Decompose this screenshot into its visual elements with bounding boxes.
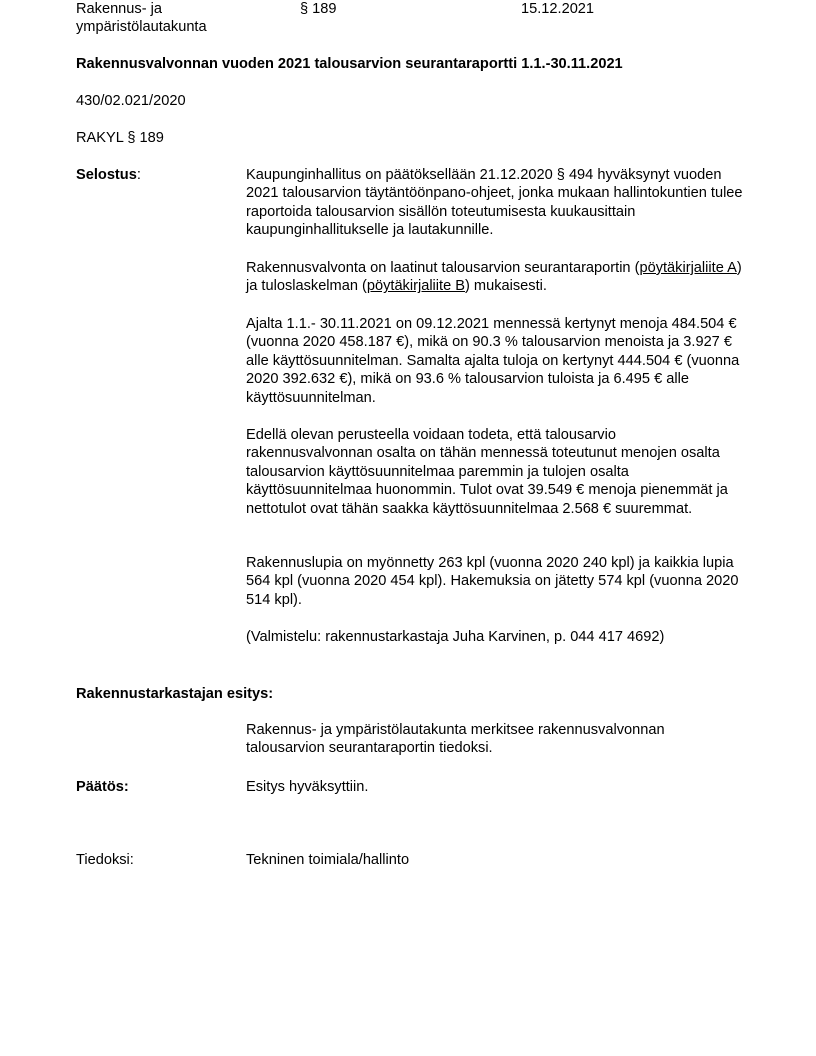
selostus-paragraph-4 bbox=[246, 426, 746, 518]
section-reference: RAKYL § 189 bbox=[76, 130, 164, 146]
paatos-label: Päätös: bbox=[76, 779, 129, 795]
document-title: Rakennusvalvonnan vuoden 2021 talousarvion seurantaraportti 1.1.-30.11.2021 bbox=[76, 56, 623, 72]
attachment-b-link[interactable]: pöytäkirjaliite B bbox=[366, 278, 466, 295]
committee-name-line2: ympäristölautakunta bbox=[76, 19, 207, 36]
selostus-p2-part3: ) mukaisesti. bbox=[465, 278, 547, 295]
selostus-label bbox=[76, 166, 141, 184]
committee-name bbox=[76, 0, 207, 37]
selostus-paragraph-2 bbox=[246, 259, 746, 296]
committee-name-line1: Rakennus- ja bbox=[76, 1, 162, 17]
selostus-p1-text: Kaupunginhallitus on päätöksellään 21.12.2020 § 494 hyväksynyt vuoden 2021 talousarvion täytäntöönpano-ohjeet, jonka mukaan hallintokuntien tulee raportoida talousarvion sisällön toteutumisesta kuukausittain kaupunginhallitukselle ja lautakunnille. bbox=[246, 167, 743, 239]
selostus-p4-text: Edellä olevan perusteella voidaan todeta, että talousarvio rakennusvalvonnan osalta on tähän mennessä toteutunut menojen osalta talousarvion käyttösuunnitelmaa paremmin ja tulojen osalta käyttösuunnitelmaa huonommin. Tulot ovat 39.549 € menoja pienemmät ja nettotulot ovat tähän saakka käyttösuunnitelmaa 2.568 € suuremmat. bbox=[246, 427, 728, 517]
paatos-text: Esitys hyväksyttiin. bbox=[246, 779, 369, 795]
selostus-paragraph-3 bbox=[246, 315, 746, 407]
selostus-p2-part2: ) ja tuloslaskelman ( bbox=[246, 260, 742, 295]
selostus-paragraph-5 bbox=[246, 554, 746, 609]
section-number: § 189 bbox=[300, 1, 337, 17]
esitys-text: Rakennus- ja ympäristölautakunta merkitsee rakennusvalvonnan talousarvion seurantaraportin tiedoksi. bbox=[246, 722, 665, 757]
selostus-label-text: Selostus bbox=[76, 167, 137, 183]
record-number: 430/02.021/2020 bbox=[76, 93, 186, 109]
attachment-a-link[interactable]: pöytäkirjaliite A bbox=[639, 260, 737, 276]
selostus-paragraph-6 bbox=[246, 628, 746, 646]
selostus-p2-part1: Rakennusvalvonta on laatinut talousarvion seurantaraportin ( bbox=[246, 260, 640, 276]
selostus-paragraph-1 bbox=[246, 166, 746, 240]
meeting-date: 15.12.2021 bbox=[521, 1, 595, 17]
preparer-note: (Valmistelu: rakennustarkastaja Juha Karvinen, p. 044 417 4692) bbox=[246, 629, 665, 645]
selostus-p5-text: Rakennuslupia on myönnetty 263 kpl (vuonna 2020 240 kpl) ja kaikkia lupia 564 kpl (vuonna 2020 454 kpl). Hakemuksia on jätetty 574 kpl (vuonna 2020 514 kpl). bbox=[246, 555, 739, 608]
selostus-colon: : bbox=[136, 167, 141, 183]
selostus-p3-text: Ajalta 1.1.- 30.11.2021 on 09.12.2021 mennessä kertynyt menoja 484.504 € (vuonna 2020 458.187 €), mikä on 90.3 % talousarvion menoista ja 3.927 € alle käyttösuunnitelman. Samalta ajalta tuloja on kertynyt 444.504 € (vuonna 2020 392.632 €), mikä on 93.6 % talousarvion tuloista ja 6.495 € alle käyttösuunnitelman. bbox=[246, 316, 740, 406]
esitys-label: Rakennustarkastajan esitys: bbox=[76, 686, 274, 702]
tiedoksi-text: Tekninen toimiala/hallinto bbox=[246, 852, 410, 868]
tiedoksi-label: Tiedoksi: bbox=[76, 852, 134, 868]
